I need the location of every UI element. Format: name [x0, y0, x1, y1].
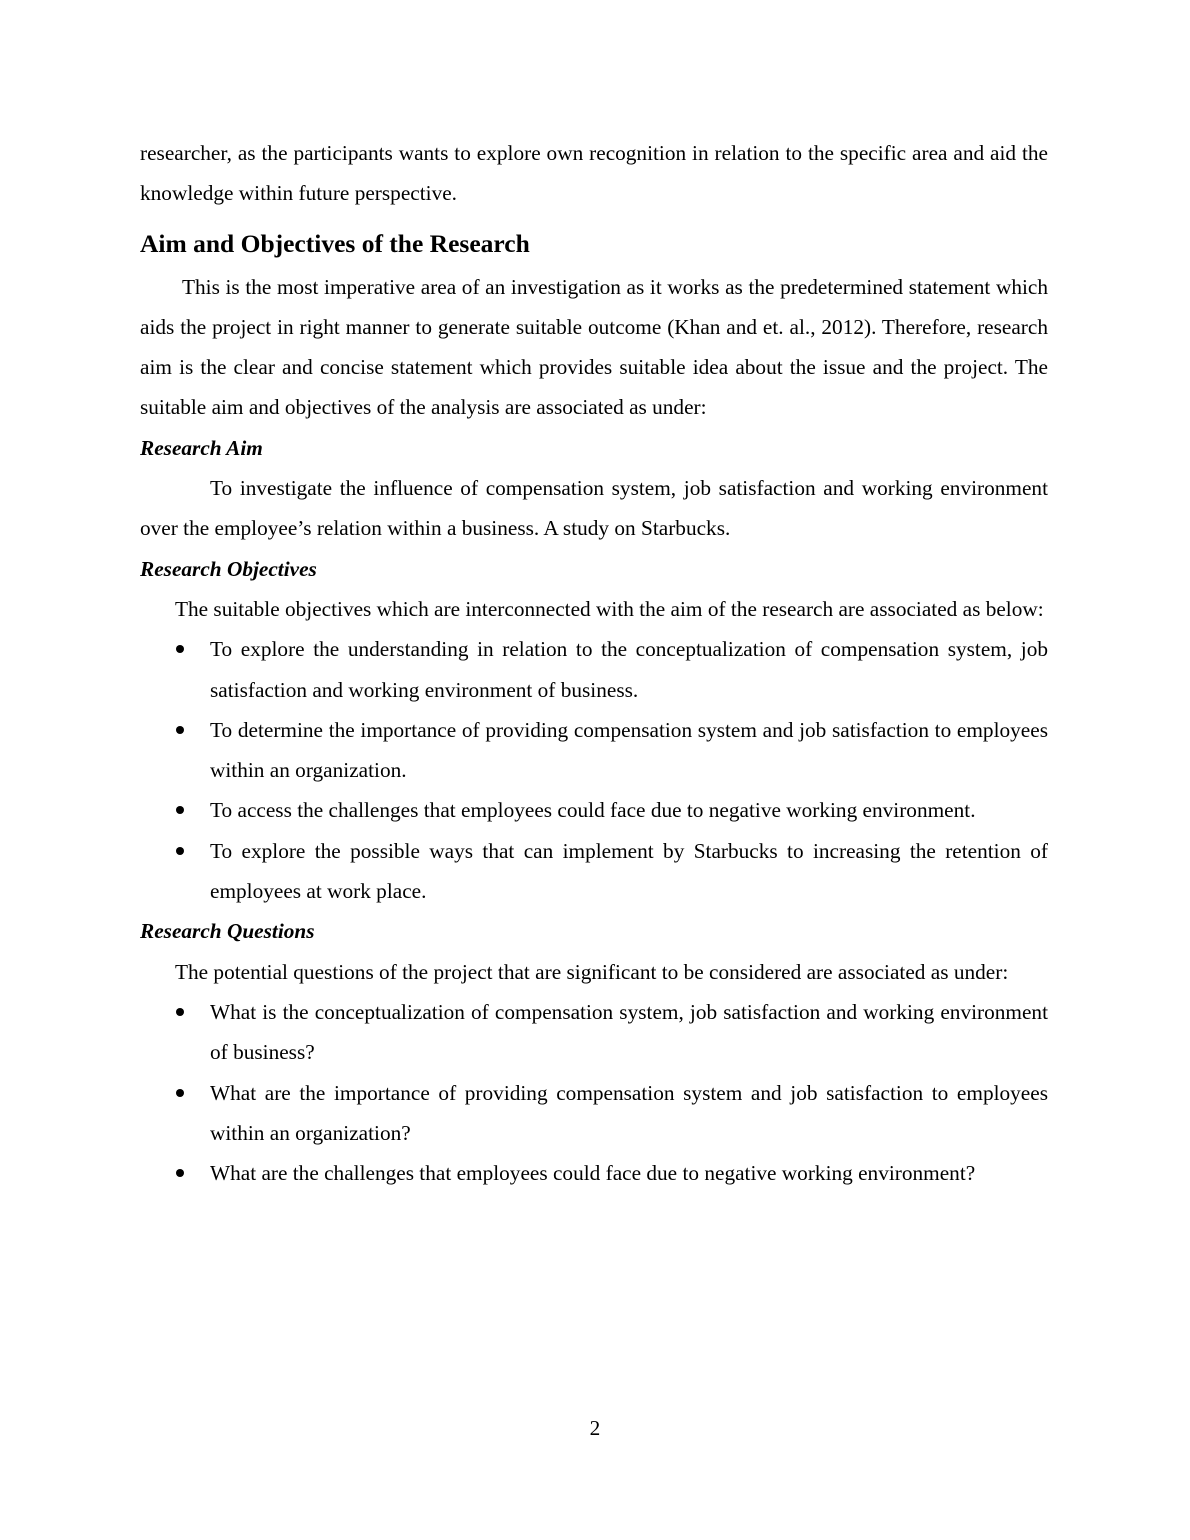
research-questions-heading: Research Questions [140, 919, 315, 944]
bullet-icon [176, 726, 184, 734]
question-item [140, 992, 1048, 1073]
question-text: What are the importance of providing compensation system and job satisfaction to employees within an organization? [210, 1080, 1048, 1145]
objectives-list [140, 629, 1048, 911]
section-heading: Aim and Objectives of the Research [140, 228, 530, 258]
objective-text: To explore the understanding in relation to the conceptualization of compensation system, job satisfaction and working environment of business. [210, 637, 1048, 702]
page-number: 2 [589, 1416, 601, 1440]
objective-item [140, 629, 1048, 710]
bullet-icon [176, 847, 184, 855]
questions-list [140, 992, 1048, 1193]
bullet-icon [176, 1008, 184, 1016]
objective-item [140, 831, 1048, 912]
bullet-icon [176, 1169, 184, 1177]
question-text: What is the conceptualization of compensation system, job satisfaction and working environment of business? [210, 999, 1048, 1065]
research-aim-text: To investigate the influence of compensation system, job satisfaction and working environment over the employee’s relation within a business. A study on Starbucks. [140, 476, 1048, 541]
question-item [140, 1073, 1048, 1154]
objective-item [140, 710, 1048, 791]
objective-item [140, 790, 1048, 830]
research-objectives-intro: The suitable objectives which are interconnected with the aim of the research are associated as below: [175, 596, 1044, 621]
bullet-icon [176, 1089, 184, 1097]
question-text: What are the challenges that employees could face due to negative working environment? [210, 1161, 976, 1186]
question-item [140, 1153, 1048, 1193]
bullet-icon [176, 645, 184, 653]
bullet-icon [176, 806, 184, 814]
intro-paragraph: researcher, as the participants wants to explore own recognition in relation to the specific area and aid the knowledge within future perspective. [140, 141, 1048, 206]
section-paragraph: This is the most imperative area of an investigation as it works as the predetermined statement which aids the project in right manner to generate suitable outcome (Khan and et. al., 2012). Therefore, research aim is the clear and concise statement which provides suitable idea about the issue and the project. The suitable aim and objectives of the analysis are associated as under: [140, 274, 1048, 420]
research-aim-heading: Research Aim [140, 435, 263, 460]
objective-text: To explore the possible ways that can implement by Starbucks to increasing the retention of employees at work place. [210, 838, 1048, 904]
research-objectives-heading: Research Objectives [140, 556, 317, 581]
objective-text: To determine the importance of providing compensation system and job satisfaction to employees within an organization. [210, 717, 1048, 783]
document-page [140, 133, 1048, 1193]
research-questions-intro: The potential questions of the project that are significant to be considered are associated as under: [175, 959, 1009, 984]
objective-text: To access the challenges that employees could face due to negative working environment. [210, 798, 976, 823]
